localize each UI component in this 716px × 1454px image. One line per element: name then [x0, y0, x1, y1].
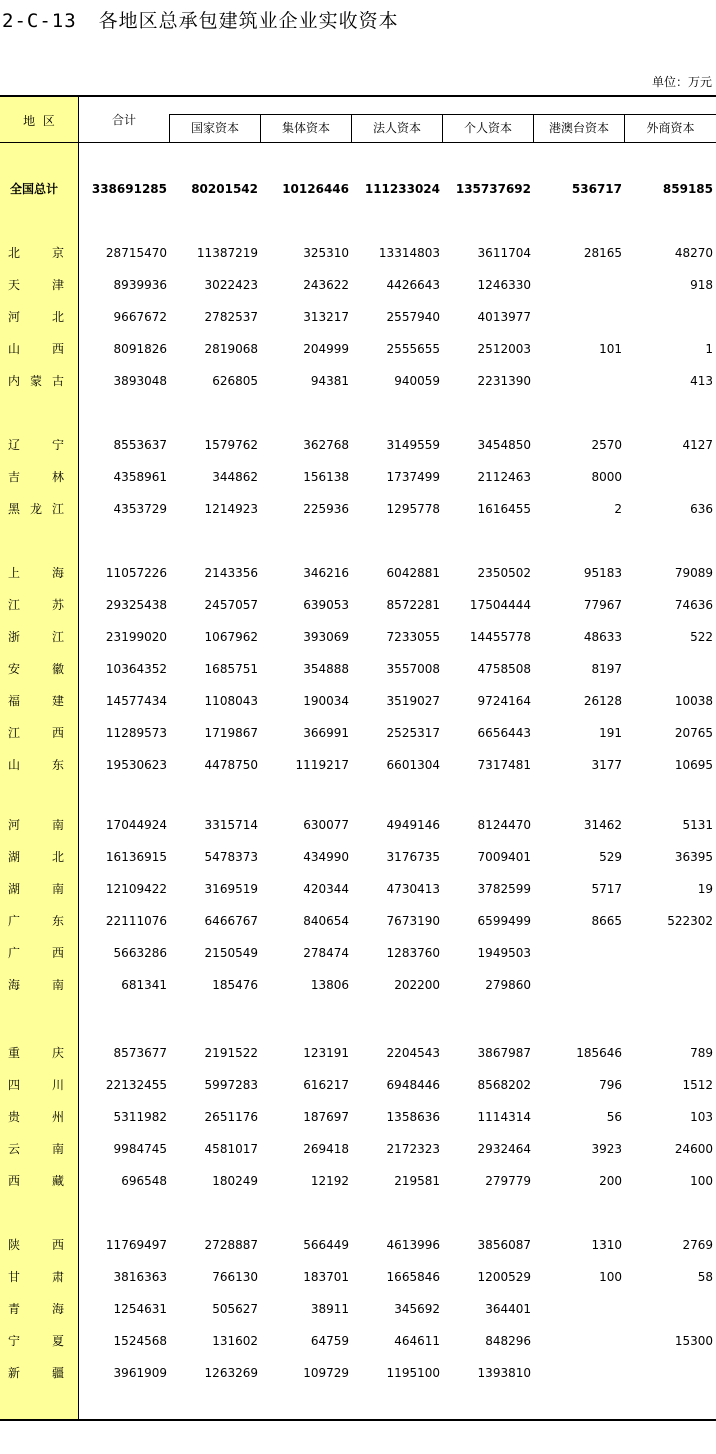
value-cell: 3611704 — [477, 246, 531, 260]
value-cell: 80201542 — [191, 182, 258, 196]
value-cell: 7317481 — [477, 758, 531, 772]
table-row — [0, 1235, 716, 1255]
value-cell: 1524568 — [113, 1334, 167, 1348]
value-cell: 26128 — [583, 694, 622, 708]
table-row — [0, 1299, 716, 1319]
value-cell: 1685751 — [204, 662, 258, 676]
value-cell: 464611 — [394, 1334, 440, 1348]
table-row — [0, 1075, 716, 1095]
value-cell: 2350502 — [477, 566, 531, 580]
value-cell: 7009401 — [477, 850, 531, 864]
value-cell: 11769497 — [105, 1238, 167, 1252]
value-cell: 325310 — [303, 246, 349, 260]
value-cell: 6656443 — [477, 726, 531, 740]
value-cell: 1108043 — [204, 694, 258, 708]
value-cell: 1246330 — [477, 278, 531, 292]
value-cell: 4758508 — [477, 662, 531, 676]
table-row — [0, 243, 716, 263]
region-label: 江苏 — [8, 598, 64, 612]
value-cell: 3315714 — [204, 818, 258, 832]
value-cell: 2457057 — [204, 598, 258, 612]
value-cell: 2819068 — [204, 342, 258, 356]
value-cell: 103 — [690, 1110, 713, 1124]
value-cell: 346216 — [303, 566, 349, 580]
value-cell: 58 — [697, 1270, 713, 1284]
value-cell: 5717 — [591, 882, 622, 896]
value-cell: 101 — [599, 342, 622, 356]
value-cell: 505627 — [212, 1302, 258, 1316]
table-row — [0, 1139, 716, 1159]
value-cell: 3782599 — [477, 882, 531, 896]
value-cell: 109729 — [303, 1366, 349, 1380]
region-label: 重庆 — [8, 1046, 64, 1060]
value-cell: 183701 — [303, 1270, 349, 1284]
value-cell: 17044924 — [105, 818, 167, 832]
table-row — [0, 911, 716, 931]
value-cell: 789 — [690, 1046, 713, 1060]
header-sub-5: 港澳台资本 — [533, 114, 624, 142]
value-cell: 14455778 — [469, 630, 531, 644]
value-cell: 7673190 — [386, 914, 440, 928]
value-cell: 279860 — [485, 978, 531, 992]
value-cell: 14577434 — [105, 694, 167, 708]
value-cell: 1283760 — [386, 946, 440, 960]
value-cell: 3816363 — [113, 1270, 167, 1284]
value-cell: 6042881 — [386, 566, 440, 580]
value-cell: 766130 — [212, 1270, 258, 1284]
value-cell: 522 — [690, 630, 713, 644]
region-label: 上海 — [8, 566, 64, 580]
value-cell: 354888 — [303, 662, 349, 676]
value-cell: 8000 — [591, 470, 622, 484]
value-cell: 3149559 — [386, 438, 440, 452]
value-cell: 2728887 — [204, 1238, 258, 1252]
header-sub-1: 国家资本 — [169, 114, 260, 142]
table-code: 2-C-13 — [2, 10, 77, 32]
value-cell: 529 — [599, 850, 622, 864]
value-cell: 566449 — [303, 1238, 349, 1252]
value-cell: 11289573 — [105, 726, 167, 740]
value-cell: 413 — [690, 374, 713, 388]
value-cell: 243622 — [303, 278, 349, 292]
value-cell: 420344 — [303, 882, 349, 896]
region-label: 湖北 — [8, 850, 64, 864]
value-cell: 3177 — [591, 758, 622, 772]
value-cell: 2 — [614, 502, 622, 516]
value-cell: 123191 — [303, 1046, 349, 1060]
value-cell: 200 — [599, 1174, 622, 1188]
table-row — [0, 1171, 716, 1191]
region-label: 安徽 — [8, 662, 64, 676]
value-cell: 3519027 — [386, 694, 440, 708]
table-row — [0, 1043, 716, 1063]
value-cell: 12192 — [310, 1174, 349, 1188]
value-cell: 48633 — [583, 630, 622, 644]
region-label: 云南 — [8, 1142, 64, 1156]
value-cell: 636 — [690, 502, 713, 516]
region-label: 吉林 — [8, 470, 64, 484]
value-cell: 29325438 — [105, 598, 167, 612]
value-cell: 24600 — [674, 1142, 713, 1156]
value-cell: 1665846 — [386, 1270, 440, 1284]
value-cell: 22111076 — [105, 914, 167, 928]
table-title — [2, 6, 399, 33]
header-sub-6: 外商资本 — [624, 114, 716, 142]
table-row — [0, 847, 716, 867]
value-cell: 4358961 — [113, 470, 167, 484]
value-cell: 338691285 — [91, 182, 167, 196]
value-cell: 8197 — [591, 662, 622, 676]
header-total: 合计 — [111, 113, 136, 127]
value-cell: 2782537 — [204, 310, 258, 324]
value-cell: 94381 — [310, 374, 349, 388]
value-cell: 3022423 — [204, 278, 258, 292]
value-cell: 2525317 — [386, 726, 440, 740]
region-label: 江西 — [8, 726, 64, 740]
value-cell: 630077 — [303, 818, 349, 832]
value-cell: 940059 — [394, 374, 440, 388]
value-cell: 95183 — [583, 566, 622, 580]
header-sub-3: 法人资本 — [351, 114, 442, 142]
value-cell: 3856087 — [477, 1238, 531, 1252]
value-cell: 187697 — [303, 1110, 349, 1124]
region-label: 四川 — [8, 1078, 64, 1092]
value-cell: 9724164 — [477, 694, 531, 708]
value-cell: 1195100 — [386, 1366, 440, 1380]
table-row — [0, 595, 716, 615]
value-cell: 393069 — [303, 630, 349, 644]
value-cell: 5131 — [682, 818, 713, 832]
value-cell: 1358636 — [386, 1110, 440, 1124]
table-row — [0, 307, 716, 327]
value-cell: 202200 — [394, 978, 440, 992]
value-cell: 2172323 — [386, 1142, 440, 1156]
value-cell: 100 — [690, 1174, 713, 1188]
value-cell: 6599499 — [477, 914, 531, 928]
value-cell: 7233055 — [386, 630, 440, 644]
header-sub-2: 集体资本 — [260, 114, 351, 142]
value-cell: 344862 — [212, 470, 258, 484]
region-label: 天津 — [8, 278, 64, 292]
value-cell: 15300 — [674, 1334, 713, 1348]
value-cell: 4127 — [682, 438, 713, 452]
value-cell: 10364352 — [105, 662, 167, 676]
value-cell: 1719867 — [204, 726, 258, 740]
region-label: 贵州 — [8, 1110, 64, 1124]
value-cell: 64759 — [310, 1334, 349, 1348]
value-cell: 8553637 — [113, 438, 167, 452]
value-cell: 17504444 — [469, 598, 531, 612]
table-row — [0, 1107, 716, 1127]
value-cell: 19530623 — [105, 758, 167, 772]
table-row — [0, 943, 716, 963]
value-cell: 20765 — [674, 726, 713, 740]
value-cell: 74636 — [674, 598, 713, 612]
region-label: 广东 — [8, 914, 64, 928]
table-row — [0, 339, 716, 359]
value-cell: 1119217 — [295, 758, 349, 772]
table-row — [0, 975, 716, 995]
value-cell: 31462 — [583, 818, 622, 832]
value-cell: 362768 — [303, 438, 349, 452]
value-cell: 364401 — [485, 1302, 531, 1316]
region-label: 河南 — [8, 818, 64, 832]
table-row — [0, 723, 716, 743]
value-cell: 2112463 — [477, 470, 531, 484]
region-label: 浙江 — [8, 630, 64, 644]
region-label: 广西 — [8, 946, 64, 960]
value-cell: 5997283 — [204, 1078, 258, 1092]
value-cell: 4581017 — [204, 1142, 258, 1156]
value-cell: 1214923 — [204, 502, 258, 516]
value-cell: 1295778 — [386, 502, 440, 516]
value-cell: 9667672 — [113, 310, 167, 324]
value-cell: 36395 — [674, 850, 713, 864]
header-sub-4: 个人资本 — [442, 114, 533, 142]
value-cell: 626805 — [212, 374, 258, 388]
value-cell: 918 — [690, 278, 713, 292]
value-cell: 19 — [697, 882, 713, 896]
value-cell: 3454850 — [477, 438, 531, 452]
value-cell: 156138 — [303, 470, 349, 484]
value-cell: 10695 — [674, 758, 713, 772]
region-label: 内蒙古 — [8, 374, 64, 388]
value-cell: 185476 — [212, 978, 258, 992]
value-cell: 616217 — [303, 1078, 349, 1092]
table-row — [0, 755, 716, 775]
value-cell: 1114314 — [477, 1110, 531, 1124]
value-cell: 28715470 — [105, 246, 167, 260]
region-label: 福建 — [8, 694, 64, 708]
value-cell: 2231390 — [477, 374, 531, 388]
region-label: 湖南 — [8, 882, 64, 896]
value-cell: 5663286 — [113, 946, 167, 960]
value-cell: 191 — [599, 726, 622, 740]
table-row — [0, 879, 716, 899]
value-cell: 185646 — [576, 1046, 622, 1060]
value-cell: 1579762 — [204, 438, 258, 452]
table-row-national-total — [0, 179, 716, 199]
region-label: 全国总计 — [10, 182, 59, 196]
value-cell: 11057226 — [105, 566, 167, 580]
value-cell: 9984745 — [113, 1142, 167, 1156]
region-label: 北京 — [8, 246, 64, 260]
value-cell: 313217 — [303, 310, 349, 324]
value-cell: 2570 — [591, 438, 622, 452]
region-label: 陕西 — [8, 1238, 64, 1252]
table-row — [0, 659, 716, 679]
value-cell: 11387219 — [196, 246, 258, 260]
value-cell: 131602 — [212, 1334, 258, 1348]
value-cell: 12109422 — [105, 882, 167, 896]
value-cell: 681341 — [121, 978, 167, 992]
value-cell: 2769 — [682, 1238, 713, 1252]
value-cell: 8124470 — [477, 818, 531, 832]
value-cell: 522302 — [667, 914, 713, 928]
value-cell: 38911 — [310, 1302, 349, 1316]
value-cell: 225936 — [303, 502, 349, 516]
value-cell: 2512003 — [477, 342, 531, 356]
value-cell: 3961909 — [113, 1366, 167, 1380]
region-label: 新疆 — [8, 1366, 64, 1380]
region-label: 山西 — [8, 342, 64, 356]
value-cell: 77967 — [583, 598, 622, 612]
region-label: 青海 — [8, 1302, 64, 1316]
value-cell: 3557008 — [386, 662, 440, 676]
value-cell: 2557940 — [386, 310, 440, 324]
value-cell: 1200529 — [477, 1270, 531, 1284]
value-cell: 4478750 — [204, 758, 258, 772]
value-cell: 8572281 — [386, 598, 440, 612]
header-top-rule — [0, 95, 716, 97]
value-cell: 135737692 — [455, 182, 531, 196]
value-cell: 56 — [606, 1110, 622, 1124]
value-cell: 840654 — [303, 914, 349, 928]
table-row — [0, 563, 716, 583]
value-cell: 1254631 — [113, 1302, 167, 1316]
value-cell: 6466767 — [204, 914, 258, 928]
header-bottom-rule — [0, 142, 716, 143]
value-cell: 2932464 — [477, 1142, 531, 1156]
value-cell: 180249 — [212, 1174, 258, 1188]
value-cell: 1737499 — [386, 470, 440, 484]
region-label: 辽宁 — [8, 438, 64, 452]
table-row — [0, 1363, 716, 1383]
value-cell: 848296 — [485, 1334, 531, 1348]
region-label: 山东 — [8, 758, 64, 772]
value-cell: 3867987 — [477, 1046, 531, 1060]
header-region: 地 区 — [23, 114, 55, 128]
value-cell: 8665 — [591, 914, 622, 928]
value-cell: 4013977 — [477, 310, 531, 324]
value-cell: 23199020 — [105, 630, 167, 644]
region-label: 宁夏 — [8, 1334, 64, 1348]
value-cell: 100 — [599, 1270, 622, 1284]
value-cell: 4730413 — [386, 882, 440, 896]
value-cell: 639053 — [303, 598, 349, 612]
value-cell: 4613996 — [386, 1238, 440, 1252]
value-cell: 8568202 — [477, 1078, 531, 1092]
value-cell: 1949503 — [477, 946, 531, 960]
value-cell: 2150549 — [204, 946, 258, 960]
value-cell: 366991 — [303, 726, 349, 740]
table-row — [0, 1331, 716, 1351]
value-cell: 4949146 — [386, 818, 440, 832]
value-cell: 5478373 — [204, 850, 258, 864]
value-cell: 269418 — [303, 1142, 349, 1156]
value-cell: 22132455 — [105, 1078, 167, 1092]
table-row — [0, 499, 716, 519]
value-cell: 8573677 — [113, 1046, 167, 1060]
value-cell: 2555655 — [386, 342, 440, 356]
value-cell: 4426643 — [386, 278, 440, 292]
value-cell: 859185 — [662, 182, 713, 196]
table-row — [0, 815, 716, 835]
table-row — [0, 467, 716, 487]
value-cell: 111233024 — [364, 182, 440, 196]
table-row — [0, 371, 716, 391]
value-cell: 1616455 — [477, 502, 531, 516]
value-cell: 2143356 — [204, 566, 258, 580]
value-cell: 219581 — [394, 1174, 440, 1188]
region-label: 海南 — [8, 978, 64, 992]
value-cell: 79089 — [674, 566, 713, 580]
value-cell: 1393810 — [477, 1366, 531, 1380]
value-cell: 204999 — [303, 342, 349, 356]
value-cell: 796 — [599, 1078, 622, 1092]
value-cell: 10126446 — [282, 182, 349, 196]
value-cell: 5311982 — [113, 1110, 167, 1124]
value-cell: 48270 — [674, 246, 713, 260]
region-label: 西藏 — [8, 1174, 64, 1188]
region-label: 黑龙江 — [8, 502, 64, 516]
value-cell: 3176735 — [386, 850, 440, 864]
value-cell: 278474 — [303, 946, 349, 960]
value-cell: 16136915 — [105, 850, 167, 864]
value-cell: 1 — [705, 342, 713, 356]
table-row — [0, 275, 716, 295]
value-cell: 190034 — [303, 694, 349, 708]
value-cell: 8939936 — [113, 278, 167, 292]
value-cell: 279779 — [485, 1174, 531, 1188]
table-row — [0, 691, 716, 711]
value-cell: 1067962 — [204, 630, 258, 644]
value-cell: 3169519 — [204, 882, 258, 896]
value-cell: 6948446 — [386, 1078, 440, 1092]
table-title-text: 各地区总承包建筑业企业实收资本 — [98, 10, 399, 32]
value-cell: 13314803 — [378, 246, 440, 260]
value-cell: 28165 — [583, 246, 622, 260]
table-row — [0, 435, 716, 455]
value-cell: 536717 — [571, 182, 622, 196]
value-cell: 6601304 — [386, 758, 440, 772]
value-cell: 3923 — [591, 1142, 622, 1156]
value-cell: 8091826 — [113, 342, 167, 356]
value-cell: 2651176 — [204, 1110, 258, 1124]
value-cell: 13806 — [310, 978, 349, 992]
value-cell: 10038 — [674, 694, 713, 708]
region-label: 河北 — [8, 310, 64, 324]
value-cell: 345692 — [394, 1302, 440, 1316]
region-label: 甘肃 — [8, 1270, 64, 1284]
value-cell: 2204543 — [386, 1046, 440, 1060]
table-row — [0, 1267, 716, 1287]
value-cell: 4353729 — [113, 502, 167, 516]
value-cell: 1310 — [591, 1238, 622, 1252]
value-cell: 2191522 — [204, 1046, 258, 1060]
table-bottom-rule — [0, 1419, 716, 1421]
value-cell: 1512 — [682, 1078, 713, 1092]
unit-label: 单位：万元 — [651, 75, 712, 89]
value-cell: 696548 — [121, 1174, 167, 1188]
table-row — [0, 627, 716, 647]
value-cell: 434990 — [303, 850, 349, 864]
value-cell: 3893048 — [113, 374, 167, 388]
value-cell: 1263269 — [204, 1366, 258, 1380]
